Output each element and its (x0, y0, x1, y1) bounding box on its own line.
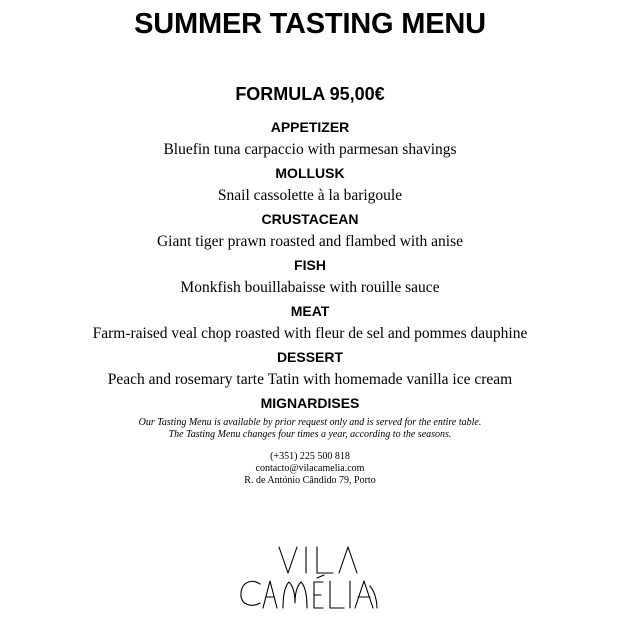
course-crustacean (0, 210, 620, 256)
menu-note: The Tasting Menu changes four times a year, according to the seasons. (168, 429, 452, 440)
course-dish: Peach and rosemary tarte Tatin with homemade vanilla ice cream (107, 371, 513, 388)
course-name: MEAT (290, 303, 330, 319)
course-fish (0, 256, 620, 302)
street-address: R. de António Cândido 79, Porto (244, 475, 376, 486)
phone-number: (+351) 225 500 818 (270, 451, 350, 462)
course-dish: Giant tiger prawn roasted and flambed with anise (156, 233, 464, 250)
course-dish: Farm-raised veal chop roasted with fleur de sel and pommes dauphine (92, 325, 528, 342)
course-dish: Bluefin tuna carpaccio with parmesan shavings (163, 141, 457, 158)
course-meat (0, 302, 620, 348)
course-name: CRUSTACEAN (261, 211, 359, 227)
menu-notes (0, 417, 620, 441)
course-name: FISH (294, 257, 326, 273)
menu-note: Our Tasting Menu is available by prior request only and is served for the entire table. (138, 417, 482, 428)
course-name: APPETIZER (270, 119, 350, 135)
course-name: MOLLUSK (275, 165, 345, 181)
menu-title: SUMMER TASTING MENU (134, 8, 486, 40)
course-name: MIGNARDISES (260, 395, 360, 411)
contact-info (0, 451, 620, 487)
course-name: DESSERT (276, 349, 344, 365)
course-dessert (0, 348, 620, 394)
course-dish: Snail cassolette à la barigoule (217, 187, 403, 204)
vila-camelia-logo-icon (220, 540, 400, 610)
course-mollusk (0, 164, 620, 210)
course-appetizer (0, 118, 620, 164)
course-dish: Monkfish bouillabaisse with rouille sauce (180, 279, 440, 296)
formula-price: FORMULA 95,00€ (235, 84, 385, 104)
email-address: contacto@vilacamelia.com (255, 463, 365, 474)
course-list (0, 118, 620, 414)
course-mignardises (0, 394, 620, 414)
